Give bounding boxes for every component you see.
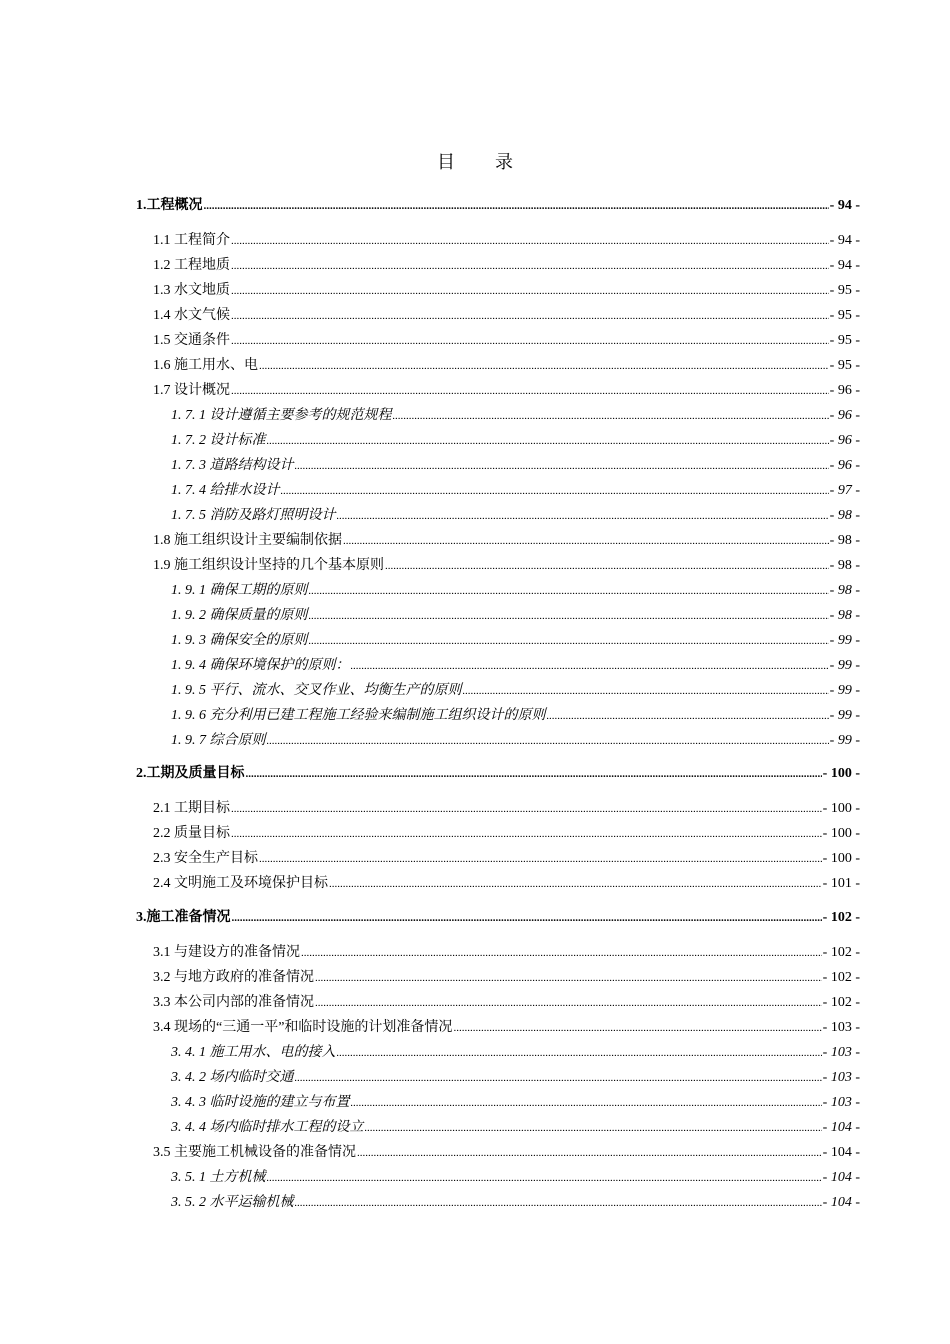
toc-leader-dots <box>337 1043 822 1063</box>
toc-leader-dots <box>281 481 829 501</box>
toc-entry-title: 3. 4. 2 场内临时交通 <box>171 1070 294 1085</box>
toc-entry-page: - 99 - <box>829 658 860 673</box>
toc-entry-title: 3. 5. 2 水平运输机械 <box>171 1195 294 1210</box>
toc-leader-dots <box>351 656 829 676</box>
toc-entry-title: 2.2 质量目标 <box>153 826 230 841</box>
toc-entry-page: - 104 - <box>822 1170 860 1185</box>
toc-entry[interactable] <box>136 196 860 216</box>
toc-entry-title: 1. 9. 3 确保安全的原则 <box>171 633 308 648</box>
toc-leader-dots <box>315 993 822 1013</box>
toc-entry-title: 1.8 施工组织设计主要编制依据 <box>153 533 342 548</box>
toc-entry[interactable] <box>171 481 860 501</box>
toc-entry[interactable] <box>153 968 860 988</box>
toc-entry[interactable] <box>153 556 860 576</box>
toc-leader-dots <box>231 824 822 844</box>
toc-leader-dots <box>232 908 822 928</box>
toc-entry-page: - 100 - <box>822 801 860 816</box>
toc-leader-dots <box>315 968 822 988</box>
toc-entry-page: - 95 - <box>829 283 860 298</box>
toc-entry[interactable] <box>171 406 860 426</box>
toc-leader-dots <box>295 1193 822 1213</box>
toc-entry[interactable] <box>153 256 860 276</box>
toc-entry-page: - 102 - <box>822 970 860 985</box>
toc-entry[interactable] <box>153 799 860 819</box>
toc-leader-dots <box>393 406 829 426</box>
toc-entry[interactable] <box>153 824 860 844</box>
toc-leader-dots <box>309 606 829 626</box>
toc-entry-title: 2.1 工期目标 <box>153 801 230 816</box>
toc-leader-dots <box>231 306 829 326</box>
toc-entry-title: 2.工期及质量目标 <box>136 766 245 781</box>
toc-entry-title: 3.5 主要施工机械设备的准备情况 <box>153 1145 356 1160</box>
toc-entry-title: 3.4 现场的“三通一平”和临时设施的计划准备情况 <box>153 1020 453 1035</box>
toc-entry-title: 1. 9. 7 综合原则 <box>171 733 266 748</box>
toc-entry-title: 1. 9. 4 确保环境保护的原则： <box>171 658 350 673</box>
toc-entry-title: 1.5 交通条件 <box>153 333 230 348</box>
toc-entry[interactable] <box>171 606 860 626</box>
toc-entry[interactable] <box>171 1193 860 1213</box>
toc-entry-page: - 97 - <box>829 483 860 498</box>
toc-entry-page: - 102 - <box>822 910 860 925</box>
toc-entry-title: 3.1 与建设方的准备情况 <box>153 945 300 960</box>
toc-entry[interactable] <box>171 1043 860 1063</box>
toc-entry-page: - 99 - <box>829 683 860 698</box>
toc-entry-title: 3.2 与地方政府的准备情况 <box>153 970 314 985</box>
toc-entry[interactable] <box>153 231 860 251</box>
toc-leader-dots <box>204 196 829 216</box>
toc-entry[interactable] <box>171 581 860 601</box>
toc-entry[interactable] <box>153 993 860 1013</box>
toc-entry[interactable] <box>153 849 860 869</box>
toc-leader-dots <box>309 631 829 651</box>
toc-entry-title: 1. 9. 5 平行、流水、交叉作业、均衡生产的原则 <box>171 683 462 698</box>
toc-leader-dots <box>259 849 822 869</box>
toc-entry-page: - 94 - <box>829 198 860 213</box>
toc-leader-dots <box>231 281 829 301</box>
toc-entry[interactable] <box>171 1093 860 1113</box>
toc-entry-title: 1. 7. 4 给排水设计 <box>171 483 280 498</box>
toc-entry[interactable] <box>171 631 860 651</box>
toc-entry-page: - 102 - <box>822 945 860 960</box>
toc-title-char-2: 录 <box>495 152 513 172</box>
toc-entry-title: 3. 4. 3 临时设施的建立与布置 <box>171 1095 350 1110</box>
toc-entry-title: 3.施工准备情况 <box>136 910 231 925</box>
toc-entry[interactable] <box>153 281 860 301</box>
toc-leader-dots <box>309 581 829 601</box>
toc-leader-dots <box>351 1093 822 1113</box>
toc-entry[interactable] <box>136 908 860 928</box>
toc-title <box>0 148 950 174</box>
toc-entry-page: - 99 - <box>829 633 860 648</box>
toc-entry-page: - 98 - <box>829 558 860 573</box>
toc-entry[interactable] <box>171 1068 860 1088</box>
toc-leader-dots <box>453 1018 821 1038</box>
toc-leader-dots <box>231 799 822 819</box>
toc-leader-dots <box>301 943 822 963</box>
toc-entry[interactable] <box>153 1018 860 1038</box>
toc-leader-dots <box>295 1068 822 1088</box>
toc-entry-title: 1. 7. 2 设计标准 <box>171 433 266 448</box>
toc-leader-dots <box>337 506 829 526</box>
toc-entry[interactable] <box>171 456 860 476</box>
toc-entry-page: - 103 - <box>822 1020 860 1035</box>
toc-entry-page: - 100 - <box>822 826 860 841</box>
toc-entry[interactable] <box>153 943 860 963</box>
toc-leader-dots <box>267 1168 822 1188</box>
toc-entry[interactable] <box>153 874 860 894</box>
toc-entry-page: - 104 - <box>822 1145 860 1160</box>
toc-entry-title: 1.2 工程地质 <box>153 258 230 273</box>
toc-title-char-1: 目 <box>437 152 455 172</box>
toc-entry-page: - 99 - <box>829 708 860 723</box>
toc-leader-dots <box>231 331 829 351</box>
toc-entry-title: 1. 7. 3 道路结构设计 <box>171 458 294 473</box>
toc-entry-page: - 95 - <box>829 308 860 323</box>
toc-entry-title: 1. 7. 1 设计遵循主要参考的规范规程 <box>171 408 392 423</box>
toc-entry-title: 3. 4. 1 施工用水、电的接入 <box>171 1045 336 1060</box>
toc-entry[interactable] <box>171 706 860 726</box>
toc-entry-page: - 100 - <box>822 766 860 781</box>
toc-entry-title: 1.9 施工组织设计坚持的几个基本原则 <box>153 558 384 573</box>
toc-entry[interactable] <box>136 764 860 784</box>
toc-entry-title: 2.3 安全生产目标 <box>153 851 258 866</box>
toc-entry-page: - 98 - <box>829 533 860 548</box>
toc-entry-page: - 96 - <box>829 458 860 473</box>
toc-entry[interactable] <box>171 431 860 451</box>
toc-leader-dots <box>267 431 829 451</box>
toc-entry-title: 2.4 文明施工及环境保护目标 <box>153 876 328 891</box>
toc-entry-page: - 100 - <box>822 851 860 866</box>
toc-entry-title: 1.1 工程简介 <box>153 233 230 248</box>
toc-entry-title: 1.3 水文地质 <box>153 283 230 298</box>
toc-leader-dots <box>231 231 829 251</box>
toc-entry[interactable] <box>171 506 860 526</box>
toc-leader-dots <box>295 456 829 476</box>
toc-entry-page: - 99 - <box>829 733 860 748</box>
toc-entry[interactable] <box>171 731 860 751</box>
toc-entry-page: - 103 - <box>822 1070 860 1085</box>
toc-entry-title: 1. 7. 5 消防及路灯照明设计 <box>171 508 336 523</box>
toc-entry-title: 3. 5. 1 土方机械 <box>171 1170 266 1185</box>
toc-leader-dots <box>246 764 822 784</box>
toc-entry-page: - 101 - <box>822 876 860 891</box>
toc-entry-page: - 103 - <box>822 1045 860 1060</box>
toc-entry[interactable] <box>171 656 860 676</box>
toc-entry-title: 1. 9. 6 充分利用已建工程施工经验来编制施工组织设计的原则 <box>171 708 546 723</box>
toc-entry[interactable] <box>153 531 860 551</box>
toc-entry-page: - 104 - <box>822 1120 860 1135</box>
toc-entry[interactable] <box>171 1168 860 1188</box>
toc-entry[interactable] <box>171 681 860 701</box>
toc-entry-title: 1. 9. 2 确保质量的原则 <box>171 608 308 623</box>
toc-entry-page: - 96 - <box>829 433 860 448</box>
toc-entry[interactable] <box>153 356 860 376</box>
toc-entry[interactable] <box>153 331 860 351</box>
toc-entry-title: 3.3 本公司内部的准备情况 <box>153 995 314 1010</box>
toc-entry-title: 3. 4. 4 场内临时排水工程的设立 <box>171 1120 364 1135</box>
toc-entry-page: - 95 - <box>829 333 860 348</box>
toc-leader-dots <box>231 381 829 401</box>
toc-leader-dots <box>329 874 822 894</box>
toc-leader-dots <box>365 1118 822 1138</box>
toc-entry[interactable] <box>153 306 860 326</box>
toc-leader-dots <box>547 706 829 726</box>
toc-entry-page: - 96 - <box>829 408 860 423</box>
toc-leader-dots <box>385 556 829 576</box>
toc-entry-title: 1.6 施工用水、电 <box>153 358 258 373</box>
toc-leader-dots <box>357 1143 822 1163</box>
toc-entry-page: - 98 - <box>829 508 860 523</box>
toc-entry-page: - 96 - <box>829 383 860 398</box>
toc-entry-page: - 98 - <box>829 608 860 623</box>
toc-entry[interactable] <box>153 381 860 401</box>
toc-entry-page: - 104 - <box>822 1195 860 1210</box>
toc-entry[interactable] <box>171 1118 860 1138</box>
toc-entry-page: - 94 - <box>829 258 860 273</box>
toc-leader-dots <box>259 356 829 376</box>
toc-entry-page: - 102 - <box>822 995 860 1010</box>
toc-entry-page: - 95 - <box>829 358 860 373</box>
toc-entry-page: - 103 - <box>822 1095 860 1110</box>
toc-leader-dots <box>231 256 829 276</box>
toc-leader-dots <box>267 731 829 751</box>
toc-entry-title: 1.7 设计概况 <box>153 383 230 398</box>
toc-entry-title: 1. 9. 1 确保工期的原则 <box>171 583 308 598</box>
toc-leader-dots <box>463 681 829 701</box>
toc-entry-title: 1.工程概况 <box>136 198 203 213</box>
toc-entry-page: - 98 - <box>829 583 860 598</box>
toc-entry-page: - 94 - <box>829 233 860 248</box>
toc-entry[interactable] <box>153 1143 860 1163</box>
toc-leader-dots <box>343 531 829 551</box>
toc-entry-title: 1.4 水文气候 <box>153 308 230 323</box>
